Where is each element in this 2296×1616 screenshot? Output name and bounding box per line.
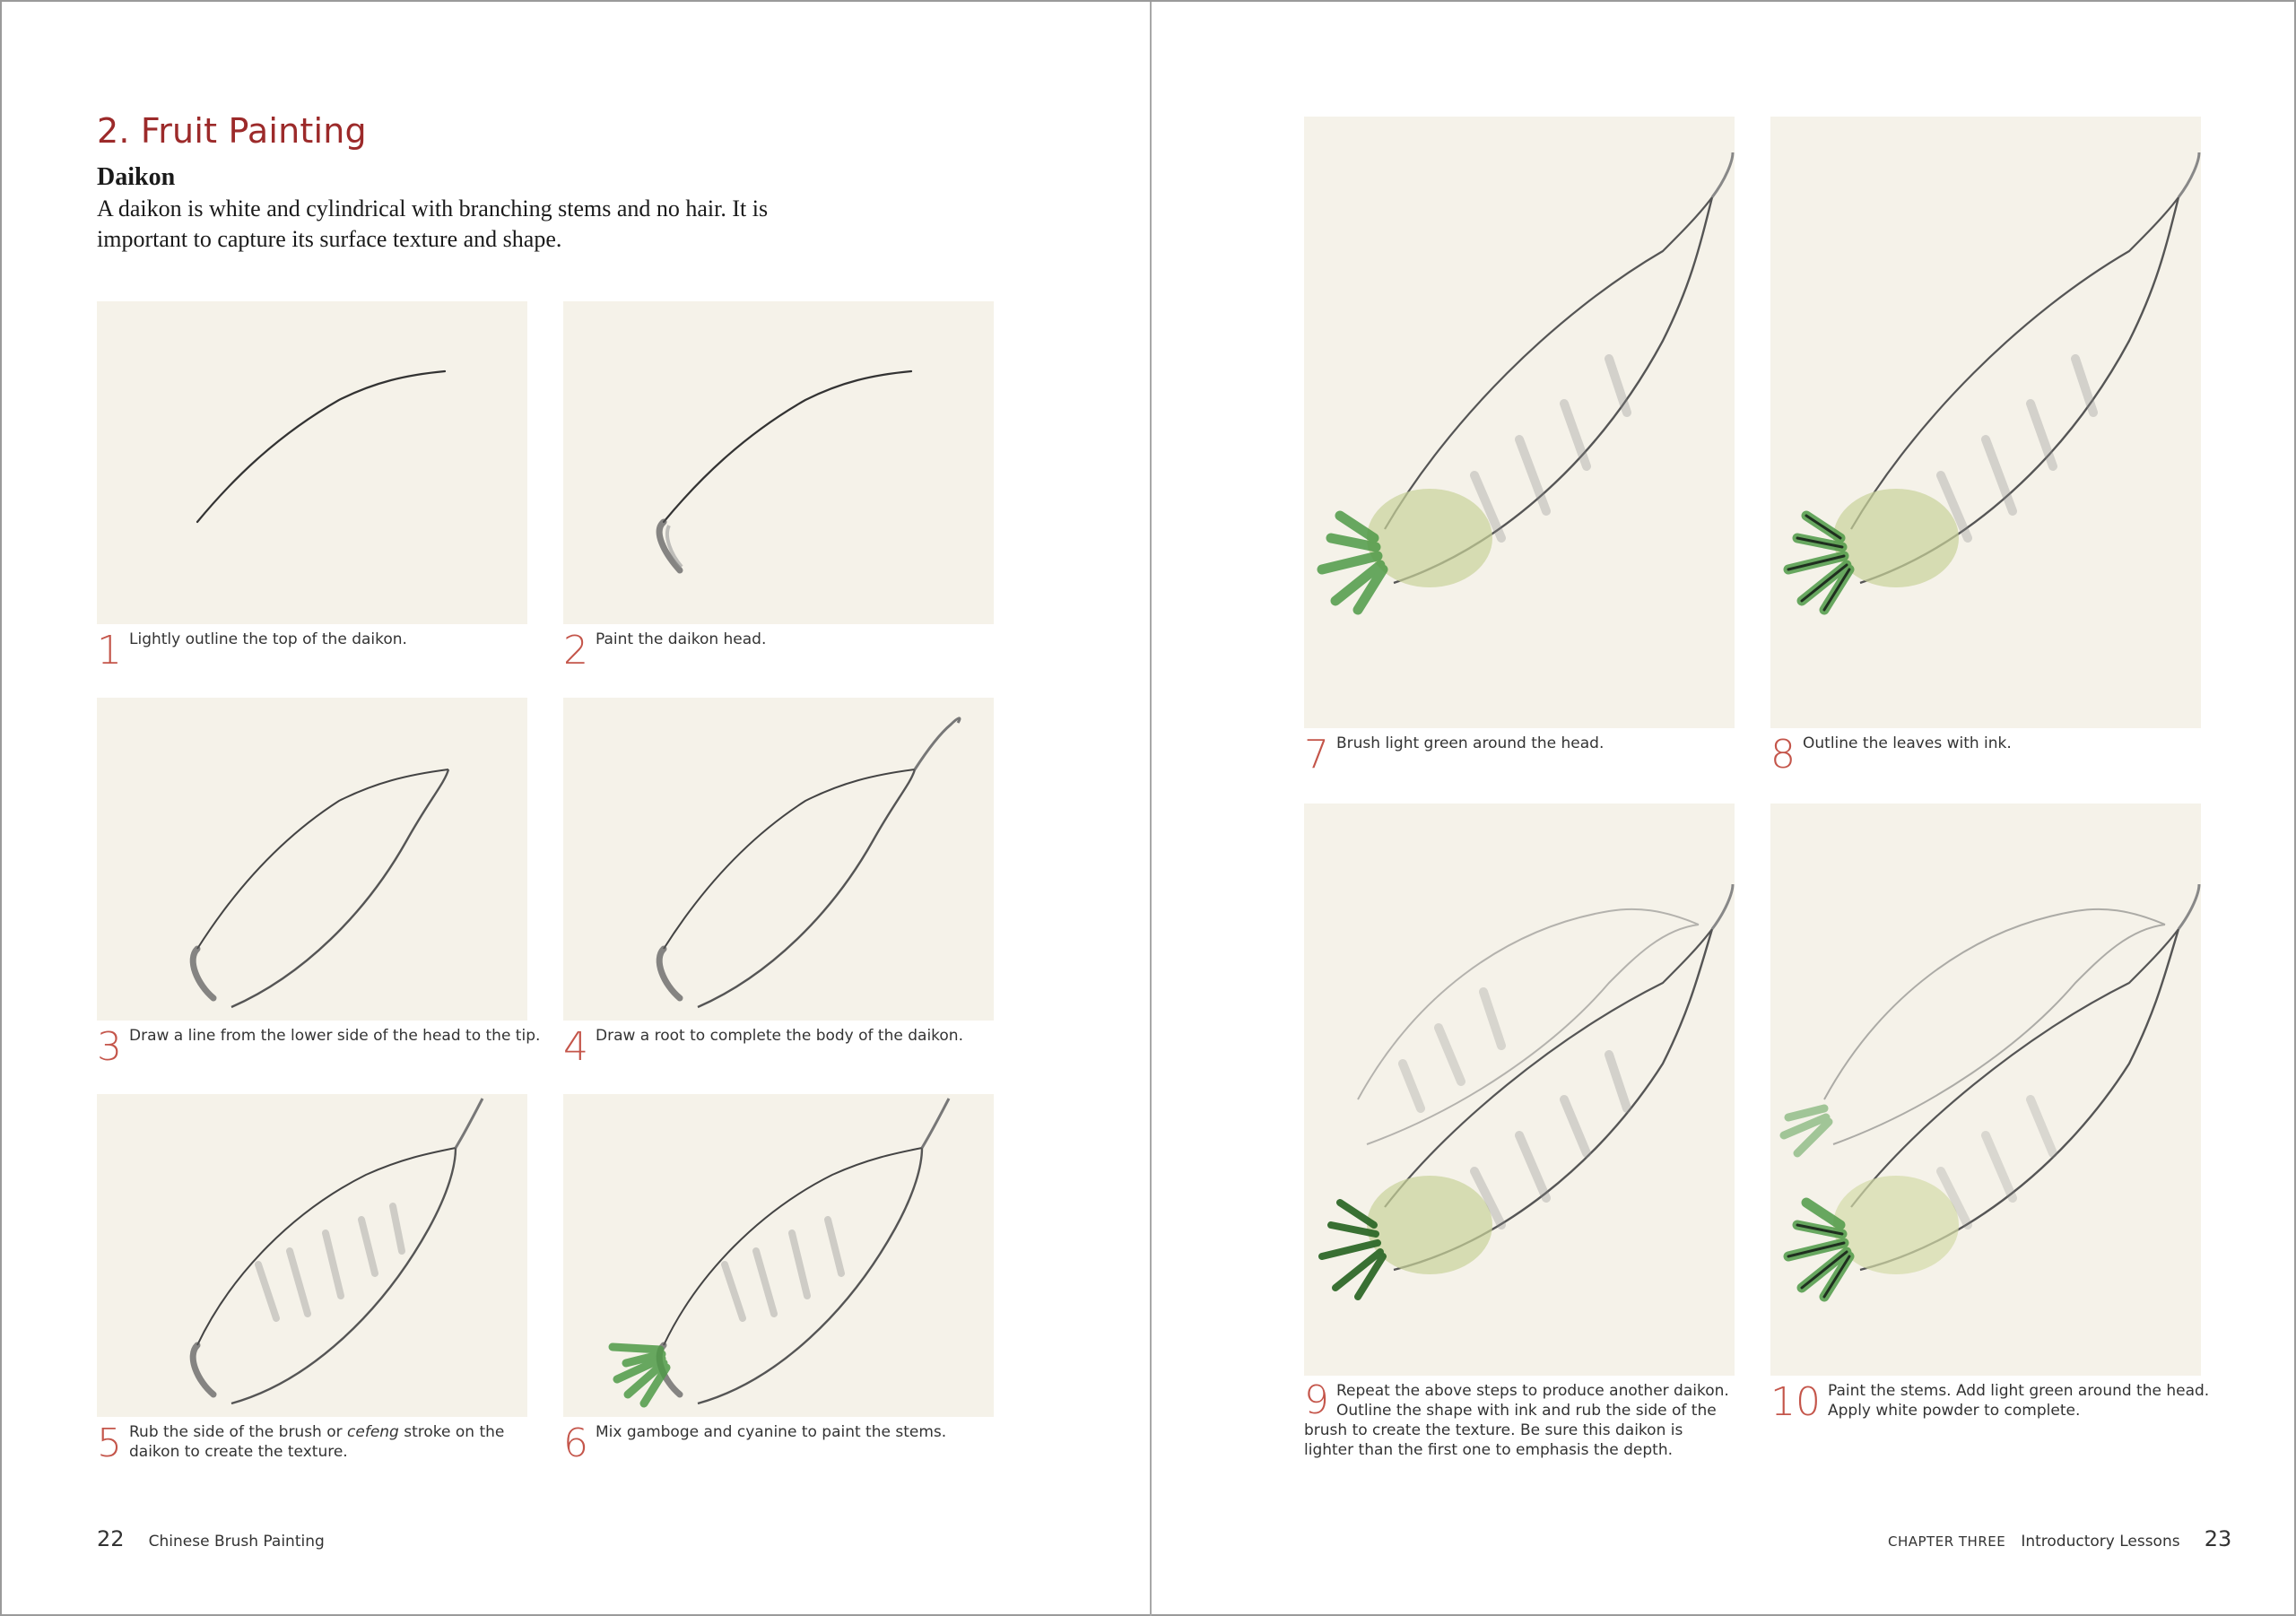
page-number: 22: [97, 1526, 125, 1551]
two-daikons-drawing: [1304, 804, 1735, 1376]
step-text: Mix gamboge and cyanine to paint the stems.: [596, 1423, 947, 1441]
step-7-caption: [1304, 732, 1735, 778]
step-number: 1: [97, 628, 122, 673]
step-text: Draw a line from the lower side of the head to the tip.: [129, 1027, 541, 1045]
step-text: Brush light green around the head.: [1336, 734, 1605, 752]
step-text-part: Rub the side of the brush or: [129, 1423, 348, 1441]
step-text: Paint the daikon head.: [596, 630, 767, 648]
step-10-illustration: [1770, 804, 2201, 1376]
step-2-illustration: [563, 301, 994, 624]
step-9-illustration: [1304, 804, 1735, 1376]
step-number: 8: [1770, 732, 1796, 778]
running-title: Introductory Lessons: [2021, 1533, 2180, 1551]
step-number: 10: [1770, 1379, 1821, 1425]
step-text: Draw a root to complete the body of the daikon.: [596, 1027, 963, 1045]
step-1-caption: [97, 628, 527, 673]
intro-paragraph: A daikon is white and cylindrical with branching stems and no hair. It is important to capture its surface texture and shape.: [97, 195, 769, 252]
subheading-daikon: Daikon: [97, 163, 176, 191]
daikon-lower-side-drawing: [97, 698, 527, 1021]
step-5-caption: [97, 1421, 536, 1466]
step-8-caption: [1770, 732, 2201, 778]
step-9-caption: [1304, 1377, 1735, 1460]
step-text: Lightly outline the top of the daikon.: [129, 630, 407, 648]
step-number: 3: [97, 1024, 122, 1070]
step-text: Outline the leaves with ink.: [1803, 734, 2012, 752]
step-3-caption: [97, 1024, 545, 1070]
daikon-outline-top-drawing: [97, 301, 527, 624]
step-text-part: stroke on the daikon to create the texture.: [129, 1423, 505, 1461]
step-text: Paint the stems. Add light green around the head. Apply white powder to complete.: [1828, 1382, 2210, 1420]
step-text-italic: cefeng: [347, 1423, 399, 1441]
daikon-head-drawing: [563, 301, 994, 624]
daikon-inked-leaves-drawing: [1770, 117, 2201, 728]
step-number: 5: [97, 1421, 122, 1466]
two-daikons-complete-drawing: [1770, 804, 2201, 1376]
step-7-illustration: [1304, 117, 1735, 728]
step-number: 2: [563, 628, 588, 673]
step-3-illustration: [97, 698, 527, 1021]
step-2-caption: [563, 628, 994, 673]
step-6-illustration: [563, 1094, 994, 1417]
daikon-light-green-head-drawing: [1304, 117, 1735, 728]
step-text: Repeat the above steps to produce another daikon. Outline the shape with ink and rub the side of the brush to create the texture. Be sure this daikon is lighter than the first one to emphasis the depth.: [1304, 1382, 1729, 1459]
page-number: 23: [2204, 1526, 2232, 1551]
chapter-label: CHAPTER THREE: [1888, 1533, 2006, 1550]
left-footer: [97, 1526, 325, 1551]
step-4-caption: [563, 1024, 994, 1070]
running-title: Chinese Brush Painting: [148, 1533, 325, 1551]
step-8-illustration: [1770, 117, 2201, 728]
step-number: 4: [563, 1024, 588, 1070]
section-title: 2. Fruit Painting: [97, 111, 367, 151]
step-text: [129, 1422, 536, 1462]
step-5-illustration: [97, 1094, 527, 1417]
daikon-root-drawing: [563, 698, 994, 1021]
step-6-caption: [563, 1421, 994, 1466]
right-footer: [1888, 1526, 2231, 1551]
daikon-stems-drawing: [563, 1094, 994, 1417]
step-4-illustration: [563, 698, 994, 1021]
step-number: 9: [1304, 1377, 1329, 1423]
daikon-texture-drawing: [97, 1094, 527, 1417]
page-gutter: [1150, 2, 1152, 1616]
step-1-illustration: [97, 301, 527, 624]
step-number: 6: [563, 1421, 588, 1466]
step-10-caption: [1770, 1379, 2210, 1425]
step-number: 7: [1304, 732, 1329, 778]
